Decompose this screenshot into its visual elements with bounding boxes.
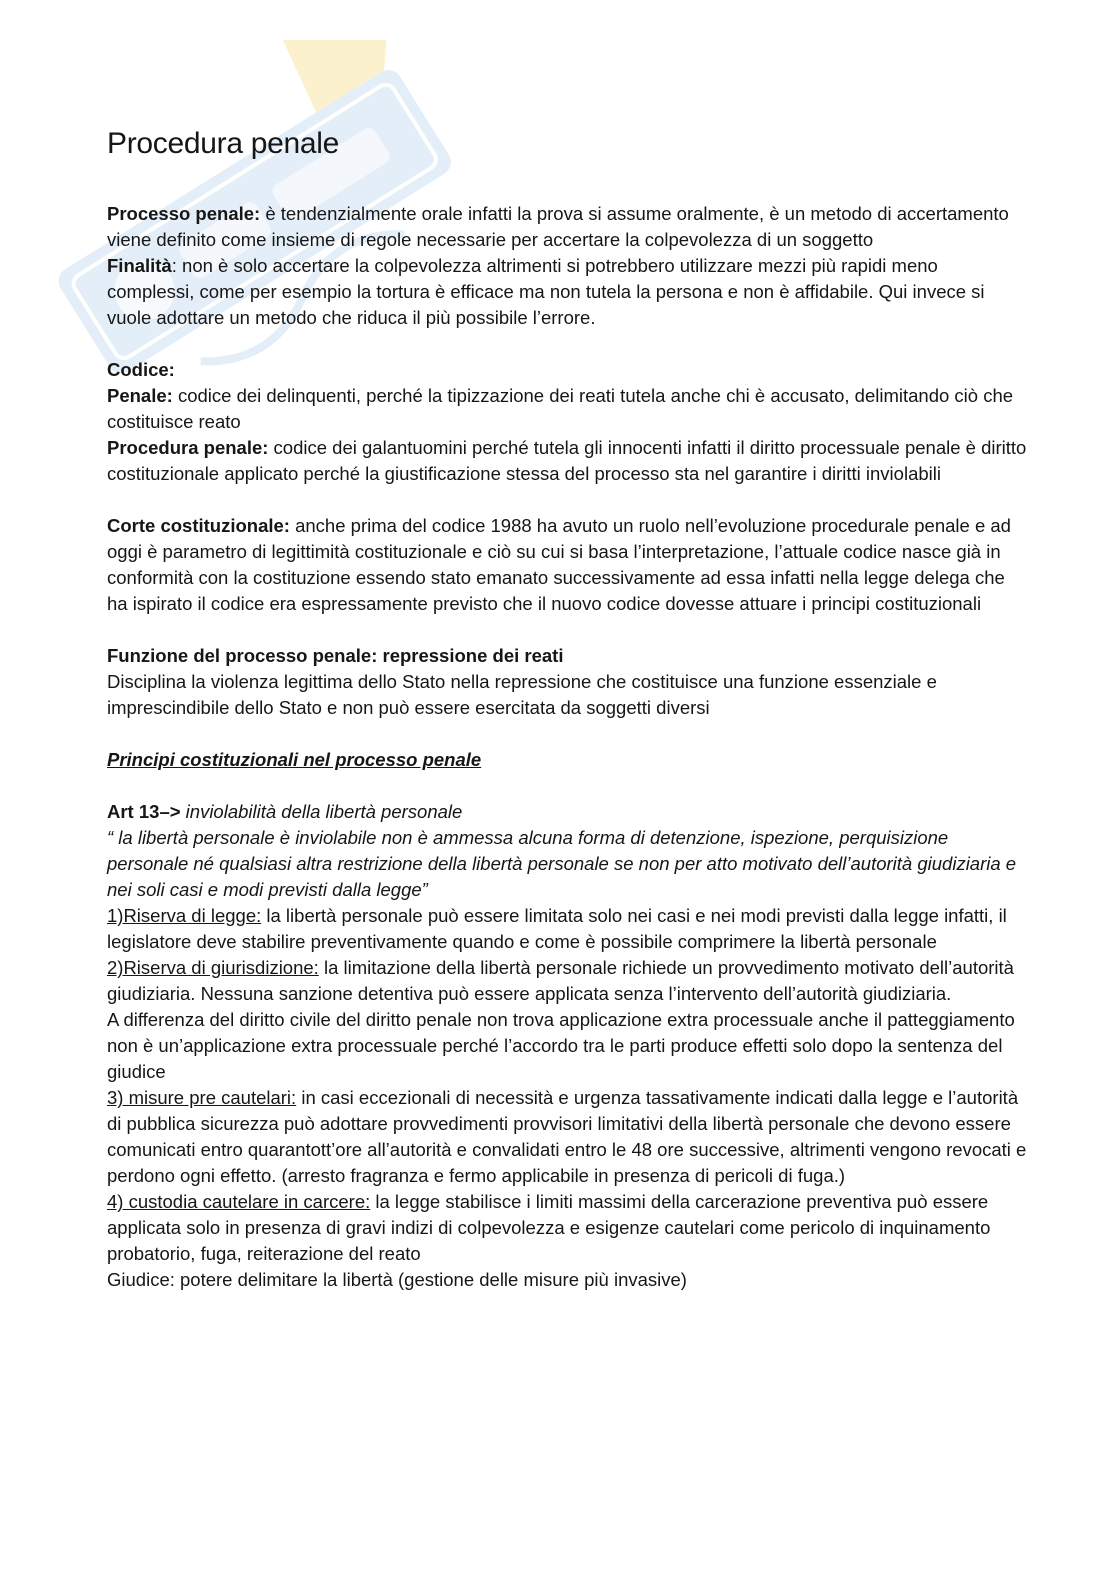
text-penale: codice dei delinquenti, perché la tipizzazione dei reati tutela anche chi è accusato, delimitando ciò che costituisce reato <box>107 385 1014 432</box>
term-riserva-giurisdizione: 2)Riserva di giurisdizione: <box>107 957 319 978</box>
term-misure-pre-cautelari: 3) misure pre cautelari: <box>107 1087 297 1108</box>
paragraph-custodia-cautelare <box>107 1189 1027 1267</box>
term-custodia-cautelare: 4) custodia cautelare in carcere: <box>107 1191 371 1212</box>
document-title: Procedura penale <box>107 127 340 160</box>
paragraph-corte-costituzionale <box>107 513 1027 617</box>
text-riserva-giurisdizione: la limitazione della libertà personale richiede un provvedimento motivato dell’autorità giudiziaria. Nessuna sanzione detentiva può essere applicata senza l’intervento dell’autorità giudiziaria. <box>107 957 1014 1004</box>
document-page <box>107 124 1027 1293</box>
heading-principi-costituzionali: Principi costituzionali nel processo penale <box>107 749 482 770</box>
paragraph-funzione: Disciplina la violenza legittima dello Stato nella repressione che costituisce una funzione essenziale e imprescindibile dello Stato e non può essere esercitata da soggetti diversi <box>107 671 937 718</box>
text-processo-penale: è tendenzialmente orale infatti la prova si assume oralmente, è un metodo di accertamento viene definito come insieme di regole necessarie per accertare la colpevolezza di un soggetto <box>107 203 1009 250</box>
paragraph-diritto-civile: A differenza del diritto civile del diritto penale non trova applicazione extra processuale anche il patteggiamento non è un’applicazione extra processuale perché l’accordo tra le parti produce effetti solo dopo la sentenza del giudice <box>107 1009 1015 1082</box>
heading-funzione: Funzione del processo penale: repressione dei reati <box>107 645 564 666</box>
paragraph-penale <box>107 383 1027 435</box>
paragraph-processo-penale <box>107 201 1027 253</box>
art13-heading <box>107 799 1027 825</box>
paragraph-misure-pre-cautelari <box>107 1085 1027 1189</box>
paragraph-riserva-legge <box>107 903 1027 955</box>
term-finalita: Finalità <box>107 255 172 276</box>
paragraph-giudice: Giudice: potere delimitare la libertà (gestione delle misure più invasive) <box>107 1269 687 1290</box>
term-penale: Penale: <box>107 385 173 406</box>
art13-label: Art 13–> <box>107 801 181 822</box>
term-procedura-penale: Procedura penale: <box>107 437 269 458</box>
term-corte-costituzionale: Corte costituzionale: <box>107 515 290 536</box>
text-misure-pre-cautelari: in casi eccezionali di necessità e urgenza tassativamente indicati dalla legge e l’autorità di pubblica sicurezza può adottare provvedimenti provvisori limitativi della libertà personale che devono essere comunicati entro quarantott’ore all’autorità e convalidati entro le 48 ore successive, altrimenti vengono revocati e perdono ogni effetto. (arresto fragranza e fermo applicabile in presenza di pericoli di fuga.) <box>107 1087 1027 1186</box>
paragraph-procedura-penale <box>107 435 1027 487</box>
text-procedura-penale: codice dei galantuomini perché tutela gli innocenti infatti il diritto processuale penale è diritto costituzionale applicato perché la giustificazione stessa del processo sta nel garantire i diritti inviolabili <box>107 437 1027 484</box>
art13-quote: “ la libertà personale è inviolabile non è ammessa alcuna forma di detenzione, ispezione, perquisizione personale né qualsiasi altra restrizione della libertà personale se non per atto motivato dell’autorità giudiziaria e nei soli casi e modi previsti dalla legge” <box>107 827 1017 900</box>
paragraph-finalita <box>107 253 1027 331</box>
heading-codice: Codice: <box>107 359 175 380</box>
text-riserva-legge: la libertà personale può essere limitata solo nei casi e nei modi previsti dalla legge infatti, il legislatore deve stabilire preventivamente quando e come è possibile comprimere la libertà personale <box>107 905 1007 952</box>
paragraph-riserva-giurisdizione <box>107 955 1027 1007</box>
art13-subtitle: inviolabilità della libertà personale <box>180 801 463 822</box>
text-finalita: : non è solo accertare la colpevolezza altrimenti si potrebbero utilizzare mezzi più rapidi meno complessi, come per esempio la tortura è efficace ma non tutela la persona e non è affidabile. Qui invece si vuole adottare un metodo che riduca il più possibile l’errore. <box>107 255 985 328</box>
term-riserva-legge: 1)Riserva di legge: <box>107 905 262 926</box>
text-corte-costituzionale: anche prima del codice 1988 ha avuto un ruolo nell’evoluzione procedurale penale e ad oggi è parametro di legittimità costituzionale e ciò su cui si basa l’interpretazione, l’attuale codice nasce già in conformità con la costituzione essendo stato emanato successivamente ad essa infatti nella legge delega che ha ispirato il codice era espressamente previsto che il nuovo codice dovesse attuare i principi costituzionali <box>107 515 1011 614</box>
term-processo-penale: Processo penale: <box>107 203 261 224</box>
text-custodia-cautelare: la legge stabilisce i limiti massimi della carcerazione preventiva può essere applicata solo in presenza di gravi indizi di colpevolezza e esigenze cautelari come pericolo di inquinamento probatorio, fuga, reiterazione del reato <box>107 1191 991 1264</box>
